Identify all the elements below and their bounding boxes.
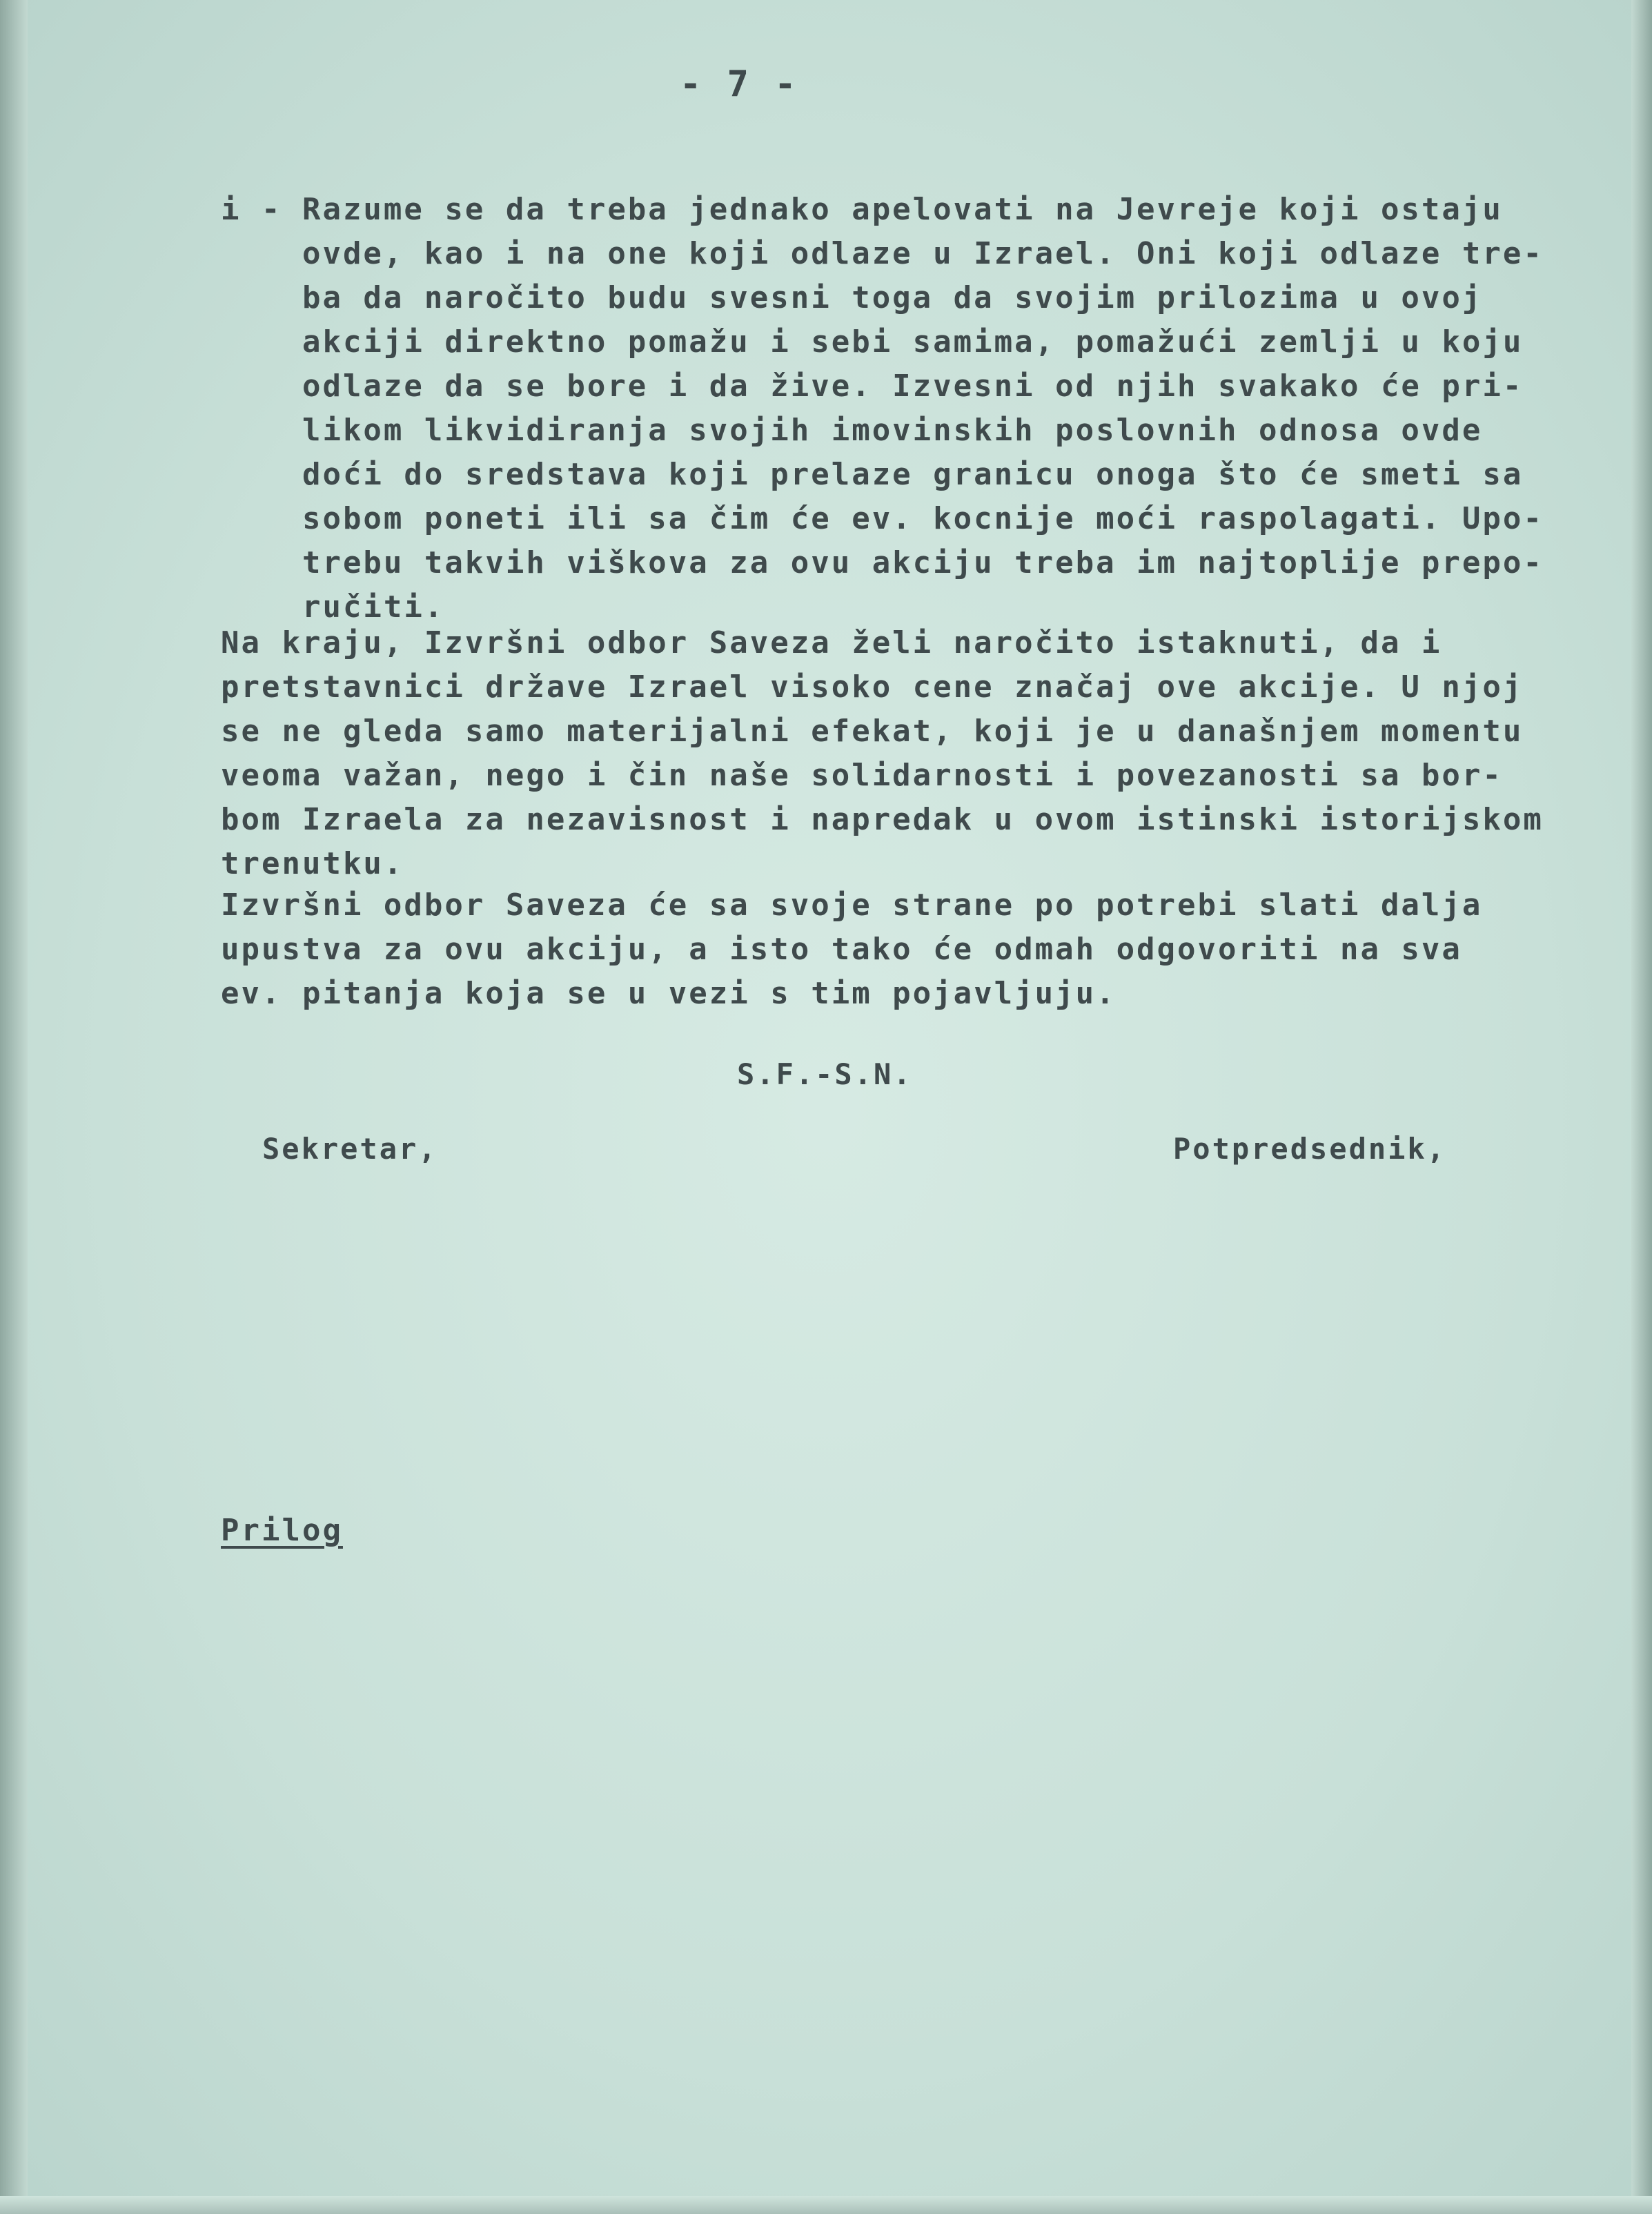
text-line: Izvršni odbor Saveza će sa svoje strane po potrebi slati dalja	[221, 888, 1483, 923]
paragraph-1	[221, 188, 1544, 625]
text-line: pretstavnici države Izrael visoko cene značaj ove akcije. U njoj	[221, 669, 1524, 705]
text-line: ovde, kao i na one koji odlaze u Izrael. Oni koji odlaze tre-	[221, 236, 1544, 271]
text-line: bom Izraela za nezavisnost i napredak u ovom istinski istorijskom	[221, 802, 1544, 837]
text-line: likom likvidiranja svojih imovinskih poslovnih odnosa ovde	[221, 413, 1483, 448]
text-line: trebu takvih viškova za ovu akciju treba im najtoplije prepo-	[221, 545, 1544, 580]
text-line: trenutku.	[221, 846, 404, 881]
text-line: akciji direktno pomažu i sebi samima, pomažući zemlji u koju	[221, 324, 1524, 360]
scan-border-right	[1631, 0, 1652, 2214]
signatory-vice-president: Potpredsednik,	[1173, 1132, 1447, 1166]
text-line: ev. pitanja koja se u vezi s tim pojavljuju.	[221, 976, 1117, 1011]
text-line: veoma važan, nego i čin naše solidarnosti i povezanosti sa bor-	[221, 758, 1503, 793]
attachment-label: Prilog	[221, 1513, 343, 1548]
text-line: doći do sredstava koji prelaze granicu onoga što će smeti sa	[221, 457, 1524, 492]
text-line: se ne gleda samo materijalni efekat, koji je u današnjem momentu	[221, 714, 1524, 749]
paragraph-2	[221, 621, 1544, 903]
paragraph-3	[221, 883, 1483, 1059]
text-line: ba da naročito budu svesni toga da svojim prilozima u ovoj	[221, 280, 1483, 315]
text-line: i - Razume se da treba jednako apelovati na Jevreje koji ostaju	[221, 192, 1503, 227]
initials: S.F.-S.N.	[737, 1057, 913, 1091]
scan-border-bottom	[0, 2196, 1652, 2214]
text-line: odlaze da se bore i da žive. Izvesni od njih svakako će pri-	[221, 369, 1524, 404]
page-number: - 7 -	[680, 63, 798, 105]
text-line: Na kraju, Izvršni odbor Saveza želi naročito istaknuti, da i	[221, 625, 1442, 660]
text-line: ručiti.	[221, 589, 445, 625]
scan-border-left	[0, 0, 28, 2214]
text-line: upustva za ovu akciju, a isto tako će odmah odgovoriti na sva	[221, 932, 1462, 967]
text-line: sobom poneti ili sa čim će ev. kocnije moći raspolagati. Upo-	[221, 501, 1544, 536]
signatory-secretary: Sekretar,	[262, 1132, 438, 1166]
